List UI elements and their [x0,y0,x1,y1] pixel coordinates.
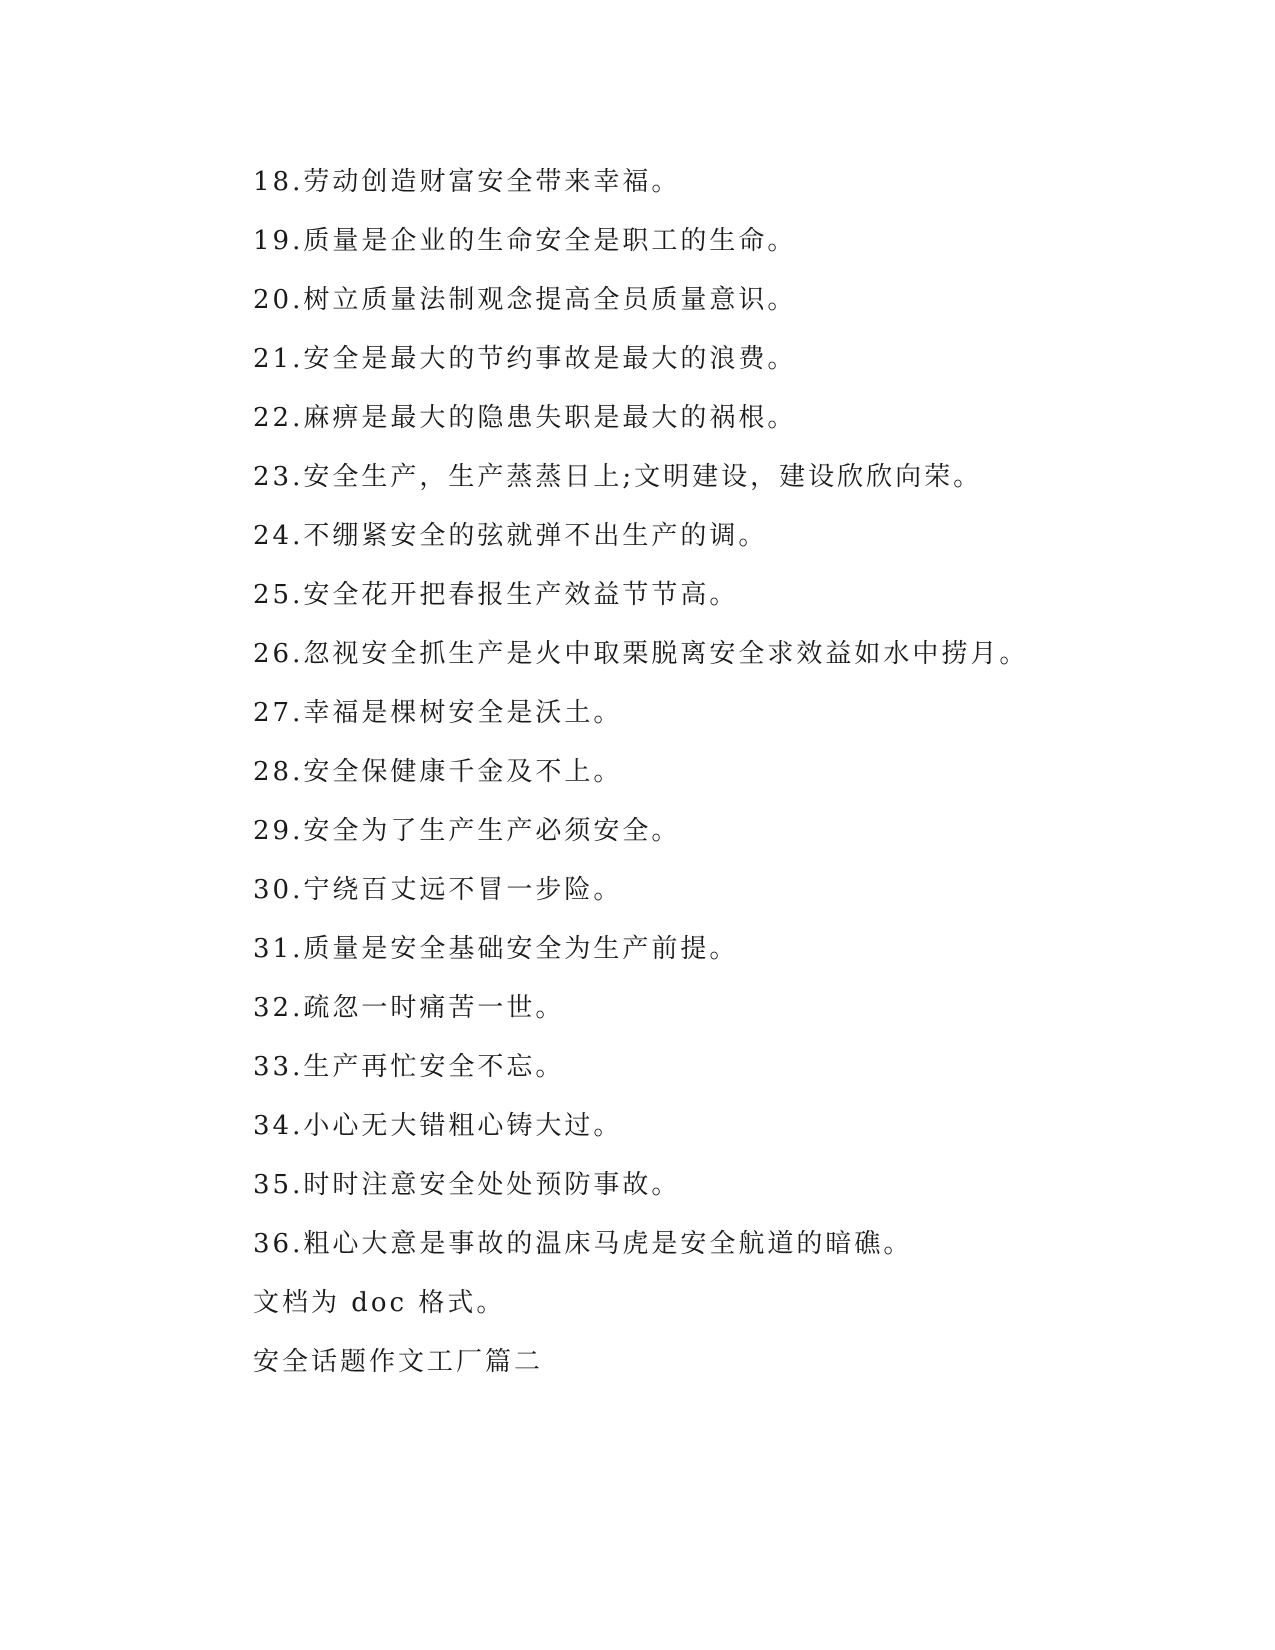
text-line: 24.不绷紧安全的弦就弹不出生产的调。 [253,521,768,551]
text-line: 21.安全是最大的节约事故是最大的浪费。 [253,344,797,374]
text-line: 35.时时注意安全处处预防事故。 [253,1170,681,1200]
text-line: 30.宁绕百丈远不冒一步险。 [253,875,623,905]
text-line: 25.安全花开把春报生产效益节节高。 [253,580,739,610]
text-line: 32.疏忽一时痛苦一世。 [253,993,565,1023]
text-line: 33.生产再忙安全不忘。 [253,1052,565,1082]
text-line: 22.麻痹是最大的隐患失职是最大的祸根。 [253,403,797,433]
section-heading: 安全话题作文工厂篇二 [253,1347,544,1377]
text-line: 20.树立质量法制观念提高全员质量意识。 [253,285,797,315]
text-line: 18.劳动创造财富安全带来幸福。 [253,167,681,197]
document-body [253,160,1073,1399]
text-line: 26.忽视安全抓生产是火中取栗脱离安全求效益如水中捞月。 [253,639,1029,669]
format-note: 文档为 doc 格式。 [253,1288,506,1318]
text-line: 31.质量是安全基础安全为生产前提。 [253,934,739,964]
text-line: 29.安全为了生产生产必须安全。 [253,816,681,846]
text-line: 34.小心无大错粗心铸大过。 [253,1111,623,1141]
text-line: 19.质量是企业的生命安全是职工的生命。 [253,226,797,256]
text-line: 23.安全生产，生产蒸蒸日上;文明建设，建设欣欣向荣。 [253,462,983,492]
text-line: 27.幸福是棵树安全是沃土。 [253,698,623,728]
text-line: 36.粗心大意是事故的温床马虎是安全航道的暗礁。 [253,1229,913,1259]
text-line: 28.安全保健康千金及不上。 [253,757,623,787]
